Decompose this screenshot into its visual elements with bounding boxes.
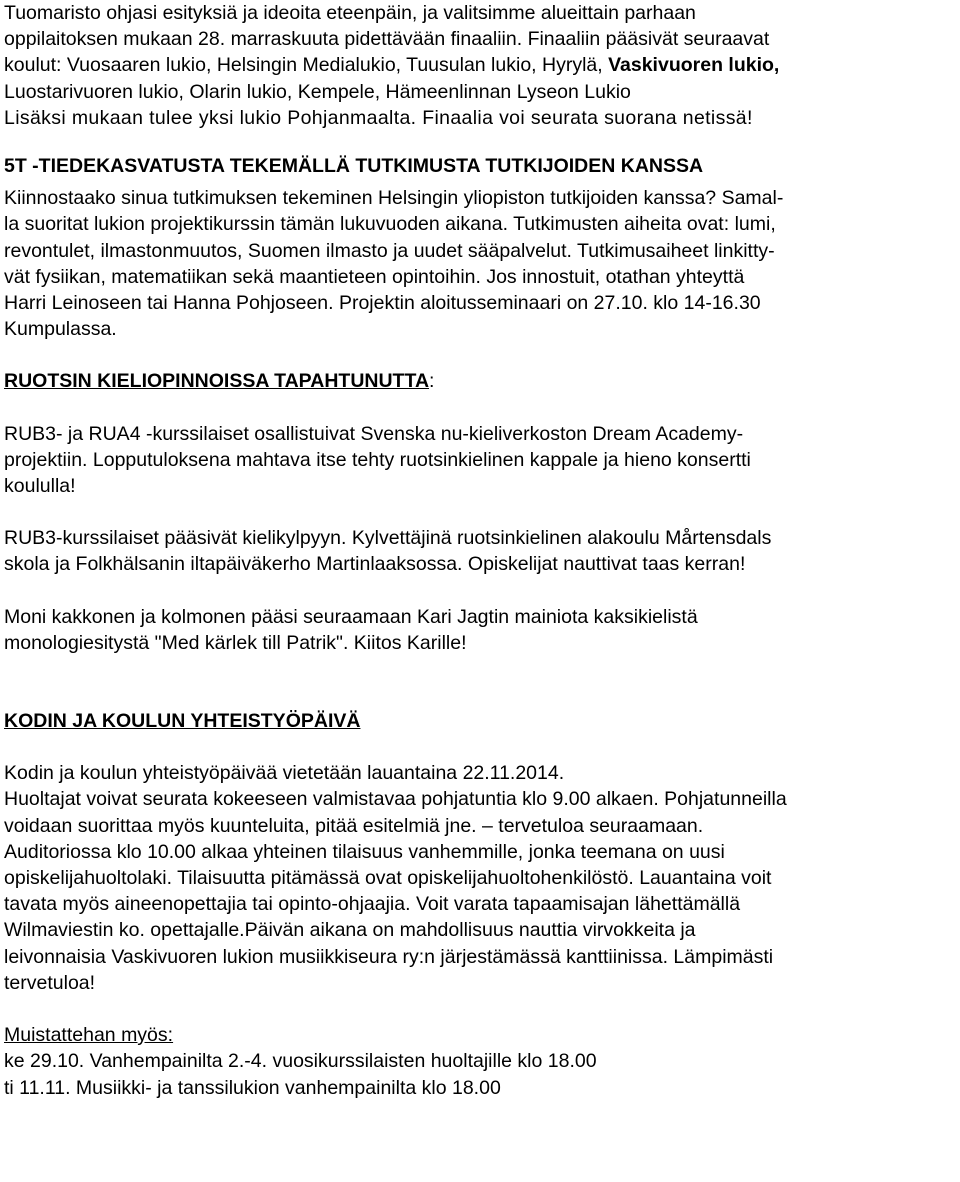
research-line: la suoritat lukion projektikurssin tämän lukuvuoden aikana. Tutkimusten aiheita ovat: lumi, [4, 213, 776, 236]
reminders-heading: Muistattehan myös: [4, 1024, 174, 1047]
intro-line [4, 52, 956, 78]
home-school-line: Wilmaviestin ko. opettajalle.Päivän aikana on mahdollisuus nauttia virvokkeita ja [4, 919, 696, 942]
swedish-line: koululla! [4, 475, 76, 498]
swedish-paragraph-1 [4, 421, 956, 500]
home-school-line: opiskelijahuoltolaki. Tilaisuutta pitämässä ovat opiskelijahuoltohenkilöstö. Lauantaina voit [4, 867, 772, 890]
research-line: Kiinnostaako sinua tutkimuksen tekeminen Helsingin yliopiston tutkijoiden kanssa? Samal- [4, 187, 784, 210]
home-school-line: Kodin ja koulun yhteistyöpäivää vietetään lauantaina 22.11.2014. [4, 762, 565, 785]
intro-line: Luostarivuoren lukio, Olarin lukio, Kempele, Hämeenlinnan Lyseon Lukio [4, 80, 631, 103]
swedish-line: skola ja Folkhälsanin iltapäiväkerho Martinlaaksossa. Opiskelijat nauttivat taas kerran! [4, 553, 746, 576]
intro-line: oppilaitoksen mukaan 28. marraskuuta pidettävään finaaliin. Finaaliin pääsivät seuraavat [4, 28, 770, 51]
home-school-line: Auditoriossa klo 10.00 alkaa yhteinen tilaisuus vanhemmille, jonka teemana on uusi [4, 840, 725, 863]
list-item: ke 29.10. Vanhempainilta 2.-4. vuosikurssilaisten huoltajille klo 18.00 [4, 1050, 597, 1073]
home-school-line: tervetuloa! [4, 971, 96, 994]
home-school-line: Huoltajat voivat seurata kokeeseen valmistavaa pohjatuntia klo 9.00 alkaen. Pohjatunneilla [4, 788, 787, 811]
home-school-paragraph [4, 760, 956, 996]
research-heading: 5T -TIEDEKASVATUSTA TEKEMÄLLÄ TUTKIMUSTA TUTKIJOIDEN KANSSA [4, 155, 704, 178]
swedish-line: Moni kakkonen ja kolmonen pääsi seuraamaan Kari Jagtin mainiota kaksikielistä [4, 605, 698, 628]
home-school-line: leivonnaisia Vaskivuoren lukion musiikkiseura ry:n järjestämässä kanttiinissa. Lämpimästi [4, 945, 774, 968]
home-school-heading: KODIN JA KOULUN YHTEISTYÖPÄIVÄ [4, 710, 361, 733]
school-name-highlight: Vaskivuoren lukio, [608, 54, 780, 77]
swedish-line: RUB3-kurssilaiset pääsivät kielikylpyyn. Kylvettäjinä ruotsinkielinen alakoulu Mårtensdals [4, 527, 772, 550]
intro-line: Lisäksi mukaan tulee yksi lukio Pohjanmaalta. Finaalia voi seurata suorana netissä! [4, 106, 753, 129]
swedish-heading [4, 368, 956, 394]
research-line: revontulet, ilmastonmuutos, Suomen ilmasto ja uudet sääpalvelut. Tutkimusaiheet linkitty- [4, 239, 775, 262]
intro-text: koulut: Vuosaaren lukio, Helsingin Medialukio, Tuusulan lukio, Hyrylä, [4, 54, 609, 77]
swedish-heading-colon: : [429, 370, 435, 393]
research-paragraph [4, 185, 956, 342]
swedish-line: RUB3- ja RUA4 -kurssilaiset osallistuivat Svenska nu-kieliverkoston Dream Academy- [4, 422, 744, 445]
swedish-paragraph-3 [4, 604, 956, 656]
home-school-line: voidaan suorittaa myös kuunteluita, pitää esitelmiä jne. – tervetuloa seuraamaan. [4, 814, 704, 837]
list-item: ti 11.11. Musiikki- ja tanssilukion vanhempainilta klo 18.00 [4, 1076, 501, 1099]
swedish-heading-text: RUOTSIN KIELIOPINNOISSA TAPAHTUNUTTA [4, 370, 430, 393]
reminders-list [4, 1048, 956, 1100]
research-line: vät fysiikan, matematiikan sekä maantieteen opintoihin. Jos innostuit, otathan yhteyttä [4, 265, 745, 288]
intro-line: Tuomaristo ohjasi esityksiä ja ideoita eteenpäin, ja valitsimme alueittain parhaan [4, 2, 696, 24]
research-line: Harri Leinoseen tai Hanna Pohjoseen. Projektin aloitusseminaari on 27.10. klo 14-16.30 [4, 292, 761, 315]
intro-paragraph [4, 0, 956, 131]
swedish-line: projektiin. Lopputuloksena mahtava itse tehty ruotsinkielinen kappale ja hieno konsertti [4, 448, 751, 471]
home-school-line: tavata myös aineenopettajia tai opinto-ohjaajia. Voit varata tapaamisajan lähettämällä [4, 893, 741, 916]
research-line: Kumpulassa. [4, 318, 117, 341]
swedish-line: monologiesitystä "Med kärlek till Patrik". Kiitos Karille! [4, 631, 467, 654]
swedish-paragraph-2 [4, 525, 956, 577]
